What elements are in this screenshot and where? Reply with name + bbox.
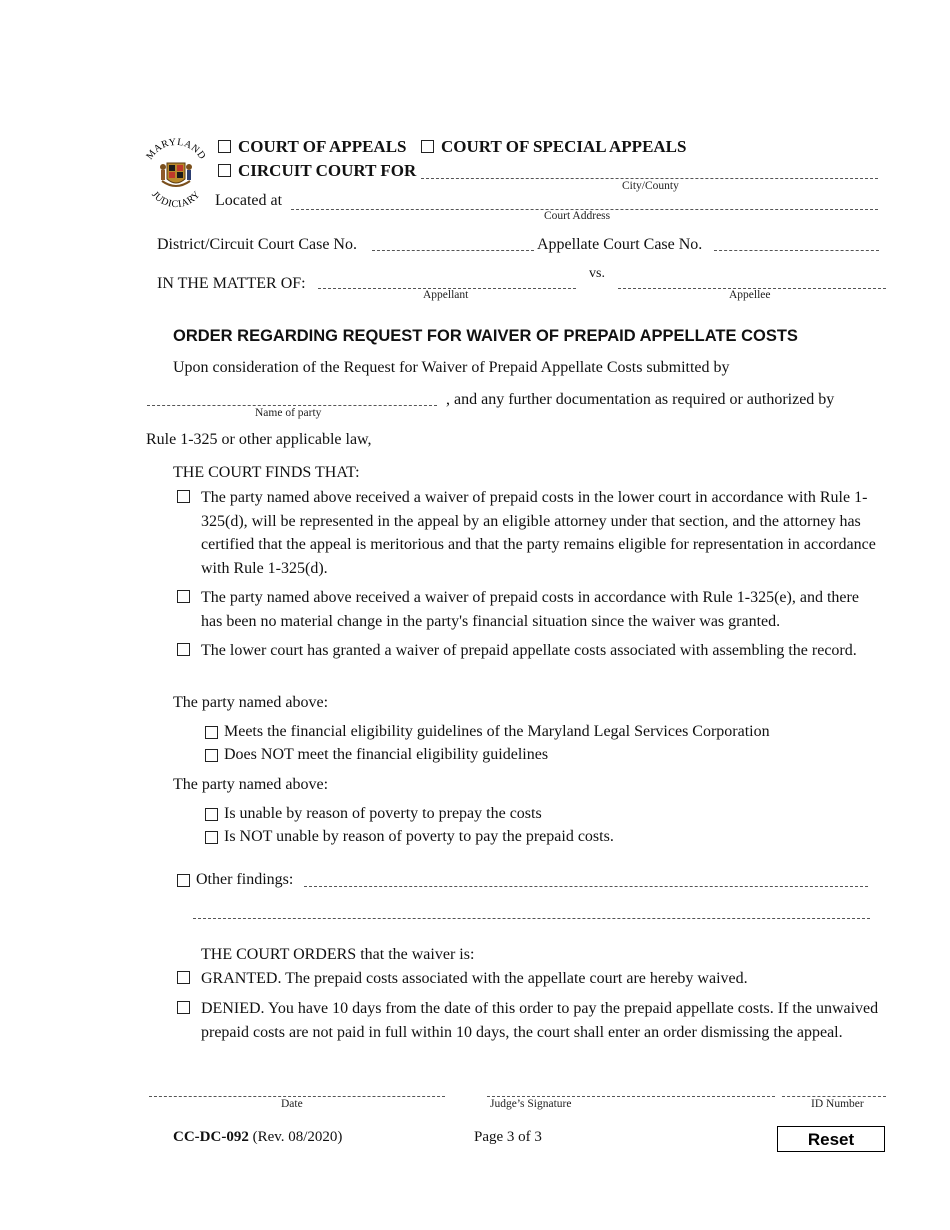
not-unable-poverty-checkbox[interactable] <box>205 831 218 844</box>
finding-3-checkbox[interactable] <box>177 643 190 656</box>
finds-heading: THE COURT FINDS THAT: <box>173 464 360 481</box>
court-address-caption: Court Address <box>544 210 611 222</box>
meets-guidelines-checkbox[interactable] <box>205 726 218 739</box>
svg-text:MARYLAND: MARYLAND <box>144 136 208 162</box>
finding-2-checkbox[interactable] <box>177 590 190 603</box>
orders-heading: THE COURT ORDERS that the waiver is: <box>201 946 475 963</box>
reset-button[interactable]: Reset <box>777 1126 885 1152</box>
does-not-meet-label: Does NOT meet the financial eligibility guidelines <box>224 746 549 763</box>
form-number <box>173 1129 342 1146</box>
unable-poverty-checkbox[interactable] <box>205 808 218 821</box>
vs-label: vs. <box>589 266 605 281</box>
meets-guidelines-label: Meets the financial eligibility guidelines of the Maryland Legal Services Corporation <box>224 723 770 740</box>
page-number: Page 3 of 3 <box>474 1129 542 1145</box>
in-the-matter-of-label: IN THE MATTER OF: <box>157 275 306 292</box>
unable-poverty-label: Is unable by reason of poverty to prepay the costs <box>224 805 542 822</box>
circuit-court-label: CIRCUIT COURT FOR <box>238 161 417 180</box>
circuit-court-checkbox[interactable] <box>218 164 231 177</box>
form-number-code: CC-DC-092 <box>173 1129 249 1145</box>
not-unable-poverty-label: Is NOT unable by reason of poverty to pay the prepaid costs. <box>224 828 614 845</box>
district-case-no-field[interactable] <box>372 250 534 251</box>
name-of-party-field[interactable] <box>147 405 437 406</box>
intro-line-1: Upon consideration of the Request for Waiver of Prepaid Appellate Costs submitted by <box>173 359 730 376</box>
court-of-special-appeals-checkbox[interactable] <box>421 140 434 153</box>
svg-text:JUDICIARY: JUDICIARY <box>149 189 203 211</box>
finding-2-text: The party named above received a waiver of prepaid costs in accordance with Rule 1-325(e), and there has been no material change in the party's financial situation since the waiver was granted. <box>201 589 859 630</box>
date-caption: Date <box>281 1098 303 1110</box>
does-not-meet-checkbox[interactable] <box>205 749 218 762</box>
city-county-field[interactable] <box>421 178 878 179</box>
denied-text: DENIED. You have 10 days from the date of this order to pay the prepaid appellate costs. If the unwaived prepaid costs are not paid in full within 10 days, the court shall enter an order dismissing the appeal. <box>201 1000 879 1041</box>
other-findings-label: Other findings: <box>196 871 294 888</box>
other-findings-checkbox[interactable] <box>177 874 190 887</box>
id-number-field[interactable] <box>782 1096 886 1097</box>
appellant-caption: Appellant <box>423 289 469 301</box>
granted-checkbox[interactable] <box>177 971 190 984</box>
finding-3-text: The lower court has granted a waiver of prepaid appellate costs associated with assembling the record. <box>201 642 857 659</box>
date-field[interactable] <box>149 1096 445 1097</box>
form-revision: (Rev. 08/2020) <box>252 1129 343 1145</box>
city-county-caption: City/County <box>622 180 679 192</box>
intro-line-3: Rule 1-325 or other applicable law, <box>146 431 372 448</box>
other-findings-field-1[interactable] <box>304 886 868 887</box>
intro-line-2: , and any further documentation as required or authorized by <box>446 391 835 408</box>
party-named-above-1: The party named above: <box>173 694 329 711</box>
name-of-party-caption: Name of party <box>255 407 322 419</box>
granted-text: GRANTED. The prepaid costs associated with the appellate court are hereby waived. <box>201 970 748 987</box>
appellee-caption: Appellee <box>729 289 771 301</box>
located-at-label: Located at <box>215 192 283 209</box>
court-of-appeals-label: COURT OF APPEALS <box>238 137 407 156</box>
district-case-no-label: District/Circuit Court Case No. <box>157 236 357 253</box>
appellate-case-no-field[interactable] <box>714 250 879 251</box>
denied-checkbox[interactable] <box>177 1001 190 1014</box>
court-of-appeals-checkbox[interactable] <box>218 140 231 153</box>
id-number-caption: ID Number <box>811 1098 864 1110</box>
court-of-special-appeals-label: COURT OF SPECIAL APPEALS <box>441 137 687 156</box>
judge-signature-caption: Judge’s Signature <box>490 1098 572 1110</box>
finding-1-text: The party named above received a waiver of prepaid costs in the lower court in accordance with Rule 1-325(d), will be represented in the appeal by an eligible attorney under that section, and the attorney has certified that the appeal is meritorious and that the party remains eligible for representation in accordance with Rule 1-325(d). <box>201 489 876 577</box>
judge-signature-field[interactable] <box>487 1096 775 1097</box>
other-findings-field-2[interactable] <box>193 918 870 919</box>
appellate-case-no-label: Appellate Court Case No. <box>537 236 703 253</box>
maryland-judiciary-seal <box>140 133 212 213</box>
order-title: ORDER REGARDING REQUEST FOR WAIVER OF PREPAID APPELLATE COSTS <box>173 327 798 345</box>
finding-1-checkbox[interactable] <box>177 490 190 503</box>
party-named-above-2: The party named above: <box>173 776 329 793</box>
